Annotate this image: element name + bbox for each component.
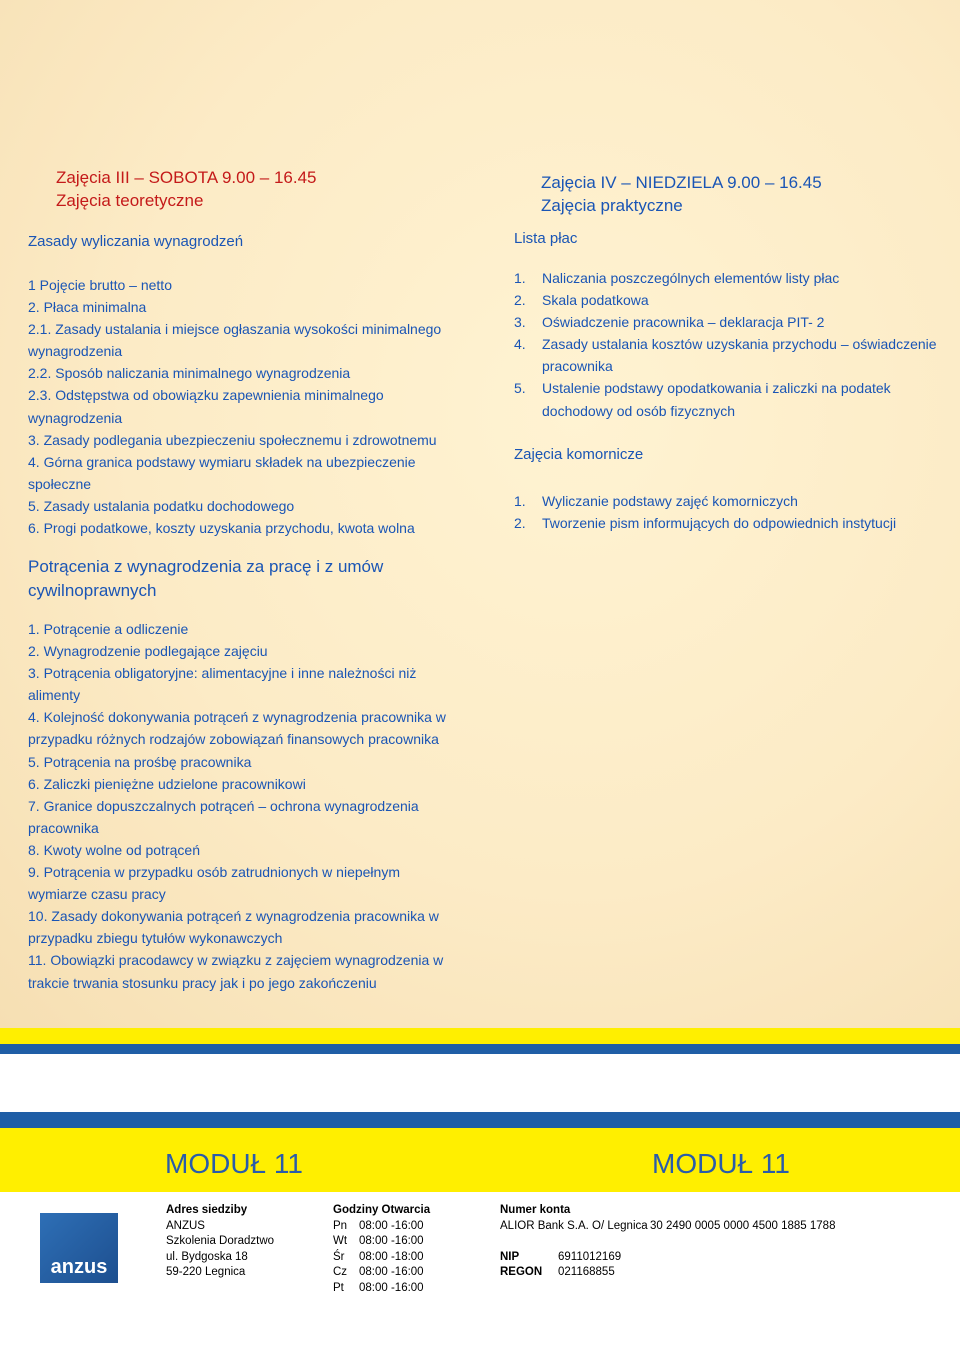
nip-label: NIP: [500, 1250, 520, 1263]
left-section-1-heading: Zasady wyliczania wynagrodzeń: [28, 233, 244, 250]
left-title-block: [56, 166, 317, 212]
regon-value: 021168855: [558, 1266, 615, 1278]
list-item: 1 Pojęcie brutto – netto: [28, 277, 172, 293]
list-item: 5. Zasady ustalania podatku dochodowego: [28, 497, 295, 514]
right-list-2: [514, 490, 944, 534]
list-item: 2.3. Odstępstwa od obowiązku zapewnienia minimalnego wynagrodzenia: [28, 387, 384, 426]
right-title-block: [541, 171, 822, 217]
list-item: 7. Granice dopuszczalnych potrąceń – ochrona wynagrodzenia pracownika: [28, 797, 419, 836]
list-item: 9. Potrącenia w przypadku osób zatrudnionych w niepełnym wymiarze czasu pracy: [28, 864, 400, 903]
hours-label: Godziny Otwarcia: [333, 1204, 431, 1216]
right-title-1: Zajęcia IV – NIEDZIELA 9.00 – 16.45: [541, 173, 822, 192]
list-item: 3. Oświadczenie pracownika – deklaracja PIT- 2: [514, 314, 825, 331]
hours-row: Cz 08:00 -16:00: [333, 1266, 424, 1278]
list-item: 4. Kolejność dokonywania potrąceń z wynagrodzenia pracownika w przypadku różnych rodzajów zobowiązań finansowych pracownika: [28, 709, 446, 748]
blue-band-1: [0, 1044, 960, 1054]
list-item: 6. Zaliczki pieniężne udzielone pracownikowi: [28, 775, 306, 792]
hours-row: Pn 08:00 -16:00: [333, 1219, 424, 1232]
right-section-1-heading: Lista płac: [514, 230, 578, 247]
list-item: 11. Obowiązki pracodawcy w związku z zajęciem wynagrodzenia w trakcie trwania stosunku pracy jak i po jego zakończeniu: [28, 952, 444, 991]
address-line: 59-220 Legnica: [166, 1266, 246, 1278]
footer-address: [166, 1203, 274, 1281]
list-item: 1. Wyliczanie podstawy zajęć komorniczych: [514, 493, 798, 509]
right-section-2-heading: Zajęcia komornicze: [514, 446, 644, 463]
list-item: 3. Zasady podlegania ubezpieczeniu społecznemu i zdrowotnemu: [28, 431, 437, 448]
list-item: 6. Progi podatkowe, koszty uzyskania przychodu, kwota wolna: [28, 520, 415, 537]
footer-hours: [333, 1203, 430, 1296]
list-item: 2. Tworzenie pism informujących do odpowiednich instytucji: [514, 515, 897, 532]
anzus-logo: [40, 1213, 118, 1283]
account-label: Numer konta: [500, 1204, 571, 1216]
left-list-2: [28, 618, 458, 994]
regon-label: REGON: [500, 1266, 543, 1278]
module-label-right: MODUŁ 11: [652, 1148, 790, 1179]
hours-row: Wt 08:00 -16:00: [333, 1235, 424, 1247]
module-label-left: MODUŁ 11: [165, 1148, 303, 1179]
address-label: Adres siedziby: [166, 1204, 248, 1216]
left-title-2: Zajęcia teoretyczne: [56, 191, 204, 210]
yellow-band-1: [0, 1028, 960, 1044]
left-title-1: Zajęcia III – SOBOTA 9.00 – 16.45: [56, 168, 317, 187]
list-item: 5. Ustalenie podstawy opodatkowania i zaliczki na podatek dochodowy od osób fizycznych: [514, 380, 891, 419]
list-item: 2. Wynagrodzenie podlegające zajęciu: [28, 643, 268, 660]
account-number: 30 2490 0005 0000 4500 1885 1788: [650, 1219, 836, 1232]
list-item: 8. Kwoty wolne od potrąceń: [28, 841, 200, 858]
address-line: ul. Bydgoska 18: [166, 1250, 248, 1263]
list-item: 10. Zasady dokonywania potrąceń z wynagrodzenia pracownika w przypadku zbiegu tytułów wykonawczych: [28, 908, 439, 947]
address-line: ANZUS: [166, 1219, 205, 1232]
address-line: Szkolenia Doradztwo: [166, 1235, 275, 1247]
list-item: 5. Potrącenia na prośbę pracownika: [28, 753, 252, 770]
hours-row: Śr 08:00 -18:00: [333, 1250, 424, 1263]
list-item: 2. Skala podatkowa: [514, 292, 649, 309]
list-item: 2.2. Sposób naliczania minimalnego wynagrodzenia: [28, 365, 351, 382]
nip-value: 6911012169: [558, 1250, 622, 1263]
list-item: 1. Potrącenie a odliczenie: [28, 621, 189, 637]
right-list-1: [514, 267, 944, 422]
list-item: 2. Płaca minimalna: [28, 299, 147, 316]
footer-account: [500, 1203, 835, 1281]
hours-row: Pt 08:00 -16:00: [333, 1281, 424, 1294]
yellow-band-2: [0, 1128, 960, 1192]
right-title-2: Zajęcia praktyczne: [541, 196, 683, 215]
list-item: 1. Naliczania poszczególnych elementów listy płac: [514, 270, 840, 286]
blue-band-2: [0, 1112, 960, 1128]
list-item: 3. Potrącenia obligatoryjne: alimentacyjne i inne należności niż alimenty: [28, 665, 417, 704]
list-item: 2.1. Zasady ustalania i miejsce ogłaszania wysokości minimalnego wynagrodzenia: [28, 321, 442, 360]
list-item: 4. Zasady ustalania kosztów uzyskania przychodu – oświadczenie pracownika: [514, 336, 937, 375]
bank-name: ALIOR Bank S.A. O/ Legnica: [500, 1219, 648, 1232]
left-section-2-heading: Potrącenia z wynagrodzenia za pracę i z umów cywilnoprawnych: [28, 557, 384, 600]
left-list-1: [28, 274, 458, 539]
white-gap: [0, 1054, 960, 1112]
list-item: 4. Górna granica podstawy wymiaru składek na ubezpieczenie społeczne: [28, 453, 416, 492]
logo-text: anzus: [50, 1256, 108, 1278]
